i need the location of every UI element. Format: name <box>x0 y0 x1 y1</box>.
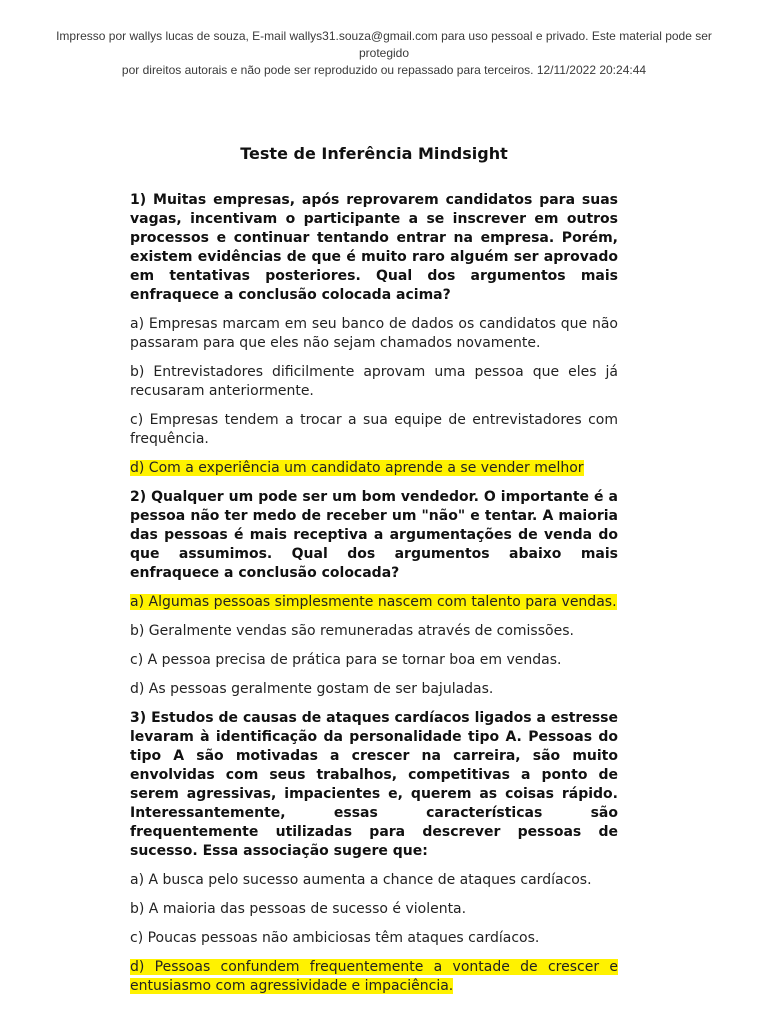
question-1-option-d <box>130 459 618 478</box>
question-3-option-d <box>130 958 618 996</box>
question-2: 2) Qualquer um pode ser um bom vendedor. O importante é a pessoa não ter medo de receber um "não" e tentar. A maioria das pessoas é mais receptiva a argumentações de venda do que assumimos. Qual dos argumentos abaixo mais enfraquece a conclusão colocada? <box>130 489 618 581</box>
option-text: b) Geralmente vendas são remuneradas através de comissões. <box>130 623 574 639</box>
question-2-option-d <box>130 680 618 699</box>
print-watermark <box>30 28 738 79</box>
question-2-option-a <box>130 593 618 612</box>
option-text: a) A busca pelo sucesso aumenta a chance de ataques cardíacos. <box>130 872 592 888</box>
option-text: b) A maioria das pessoas de sucesso é violenta. <box>130 901 467 917</box>
option-text: c) A pessoa precisa de prática para se tornar boa em vendas. <box>130 652 562 668</box>
question-1-option-b <box>130 363 618 401</box>
watermark-line-2: por direitos autorais e não pode ser reproduzido ou repassado para terceiros. 12/11/2022 20:24:44 <box>121 63 647 77</box>
highlighted-answer: a) Algumas pessoas simplesmente nascem com talento para vendas. <box>130 594 617 610</box>
document-title: Teste de Inferência Mindsight <box>240 144 508 163</box>
question-1-option-a <box>130 315 618 353</box>
question-3-option-c <box>130 929 618 948</box>
question-3-option-a <box>130 871 618 890</box>
highlighted-answer: d) Com a experiência um candidato aprende a se vender melhor <box>130 460 584 476</box>
watermark-line-1: Impresso por wallys lucas de souza, E-mail wallys31.souza@gmail.com para uso pessoal e privado. Este material pode ser protegido <box>56 29 712 60</box>
question-1: 1) Muitas empresas, após reprovarem candidatos para suas vagas, incentivam o participante a se inscrever em outros processos e continuar tentando entrar na empresa. Porém, existem evidências de que é muito raro alguém ser aprovado em tentativas posteriores. Qual dos argumentos mais enfraquece a conclusão colocada acima? <box>130 192 618 303</box>
option-text: d) As pessoas geralmente gostam de ser bajuladas. <box>130 681 494 697</box>
question-2-option-c <box>130 651 618 670</box>
option-text: b) Entrevistadores dificilmente aprovam uma pessoa que eles já recusaram anteriormente. <box>130 364 618 399</box>
question-3: 3) Estudos de causas de ataques cardíacos ligados a estresse levaram à identificação da personalidade tipo A. Pessoas do tipo A são motivadas a crescer na carreira, são muito envolvidas com seus trabalhos, competitivas a ponto de serem agressivas, impacientes e, querem as coisas rápido. Interessantemente, essas características são frequentemente utilizadas para descrever pessoas de sucesso. Essa associação sugere que: <box>130 710 618 859</box>
option-text: c) Poucas pessoas não ambiciosas têm ataques cardíacos. <box>130 930 540 946</box>
option-text: c) Empresas tendem a trocar a sua equipe de entrevistadores com frequência. <box>130 412 618 447</box>
highlighted-answer: d) Pessoas confundem frequentemente a vontade de crescer e entusiasmo com agressividade e impaciência. <box>130 959 618 994</box>
question-3-option-b <box>130 900 618 919</box>
question-1-option-c <box>130 411 618 449</box>
document-body <box>130 191 618 1006</box>
option-text: a) Empresas marcam em seu banco de dados os candidatos que não passaram para que eles não sejam chamados novamente. <box>130 316 618 351</box>
question-2-option-b <box>130 622 618 641</box>
